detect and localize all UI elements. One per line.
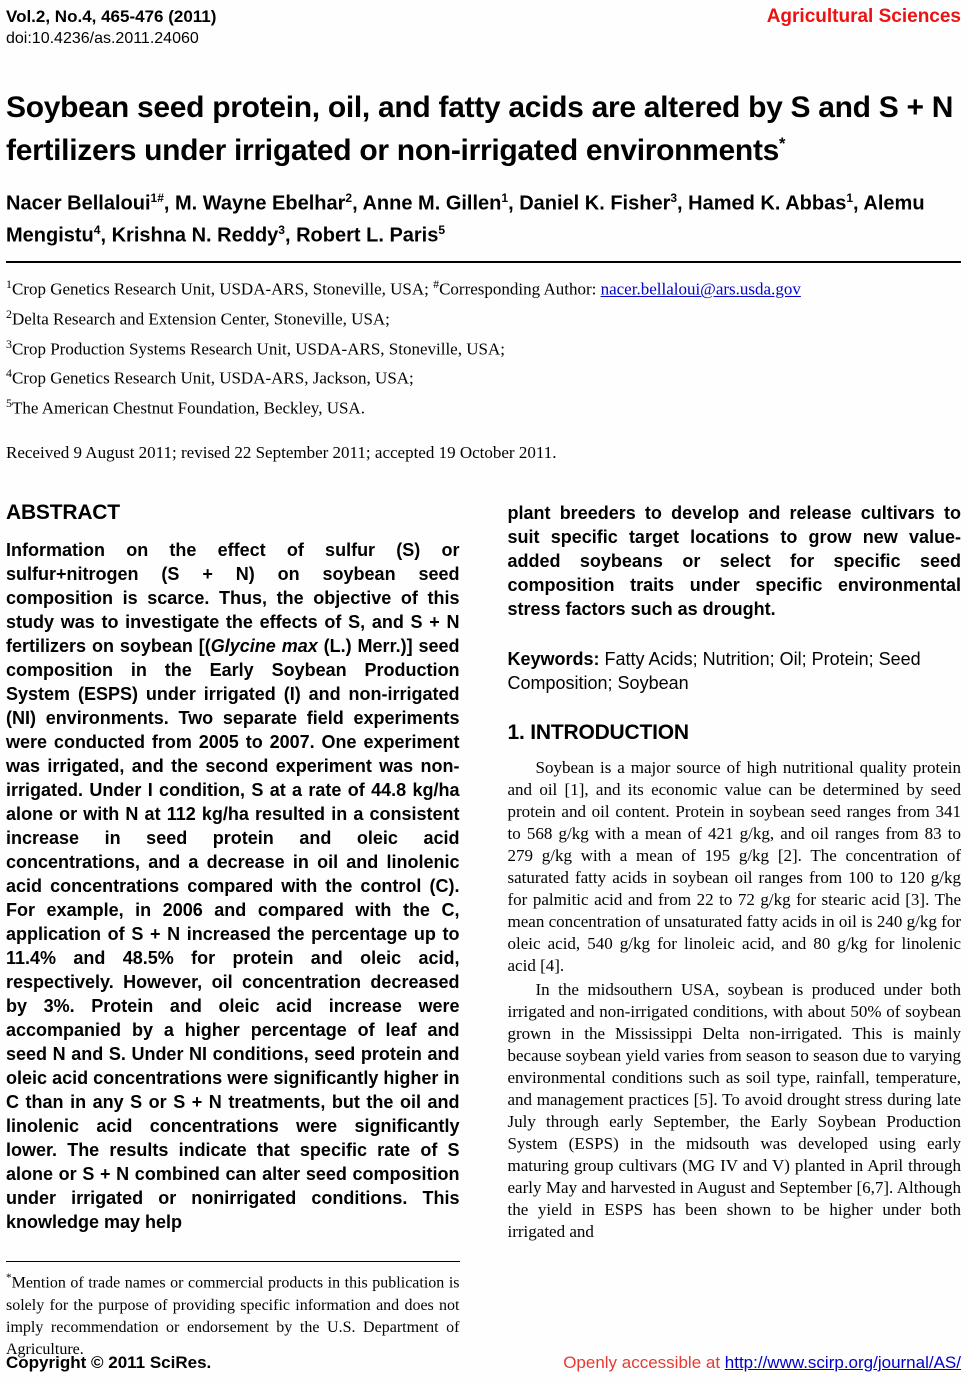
volume-issue: Vol.2, No.4, 465-476 (2011) — [6, 7, 217, 26]
author-name: Nacer Bellaloui — [6, 192, 151, 215]
species-name-italic: Glycine max — [210, 635, 318, 656]
author-separator: , — [508, 192, 520, 215]
header-left — [6, 6, 216, 49]
author-affil-sup: 1 — [846, 191, 854, 205]
author-name: Daniel K. Fisher — [519, 192, 671, 215]
author-separator: , — [352, 192, 363, 215]
introduction-paragraph: In the midsouthern USA, soybean is produced under both irrigated and non-irrigated conditions, with about 50% of soybean grown in the Mississippi Delta non-irrigated. This is mainly because soybean yield varies from season to season due to varying environmental conditions such as soil type, rainfall, temperature, and management practices [5]. To avoid drought stress during late July through early September, the Early Soybean Production System (ESPS) in the midsouth was developed using early maturing group cultivars (MG IV and V) planted in April through early May and harvested in August and September [6,7]. Although the yield in ESPS has been shown to be higher under both irrigated and — [507, 979, 961, 1241]
author-affil-sup: 1 — [501, 191, 509, 205]
author-affil-sup: 5 — [438, 222, 446, 237]
copyright-notice: Copyright © 2011 SciRes. — [6, 1353, 212, 1372]
affil-sup: 4 — [6, 366, 12, 381]
affiliation-text: Crop Genetics Research Unit, USDA-ARS, Stoneville, USA; — [11, 279, 434, 299]
abstract-continuation: plant breeders to develop and release cultivars to suit specific target locations to grow new value-added soybeans or select for specific seed composition traits under specific environmental stress factors such as drought. — [507, 502, 961, 619]
article-title-text: Soybean seed protein, oil, and fatty acids are altered by S and S + N fertilizers under irrigated or non-irrigated environments — [6, 91, 954, 167]
corresponding-email-link[interactable]: nacer.bellaloui@ars.usda.gov — [600, 279, 801, 299]
author-separator: , — [677, 192, 689, 215]
two-column-body — [6, 501, 961, 1363]
author-separator: , — [100, 224, 112, 247]
author-separator: , — [853, 192, 864, 215]
doi: doi:10.4236/as.2011.24060 — [6, 30, 199, 47]
affil-sup: 3 — [6, 336, 12, 351]
affil-sup: 1 — [6, 277, 12, 292]
journal-url-link[interactable]: http://www.scirp.org/journal/AS/ — [724, 1353, 961, 1372]
affil-sup: 5 — [6, 395, 12, 410]
affiliation-text: Delta Research and Extension Center, Stoneville, USA; — [11, 309, 390, 329]
affiliation-text: The American Chestnut Foundation, Beckley, USA. — [11, 398, 365, 418]
abstract-heading: ABSTRACT — [6, 500, 120, 524]
author-affil-sup: 2 — [345, 191, 353, 205]
right-column — [508, 501, 962, 1363]
author-affil-sup: 1# — [150, 191, 164, 205]
left-column — [6, 501, 460, 1363]
affiliation-text: Crop Genetics Research Unit, USDA-ARS, Jackson, USA; — [11, 368, 414, 388]
affiliation-text: Crop Production Systems Research Unit, USDA-ARS, Stoneville, USA; — [11, 339, 505, 359]
abstract-paragraph — [6, 538, 460, 1234]
author-name: Krishna N. Reddy — [111, 224, 279, 247]
affiliation-line — [6, 391, 961, 421]
keywords-text: Fatty Acids; Nutrition; Oil; Protein; Seed Composition; Soybean — [507, 648, 921, 693]
author-name: Hamed K. Abbas — [688, 192, 847, 215]
footnote-text: Mention of trade names or commercial products in this publication is solely for the purpose of providing specific information and does not imply recommendation or endorsement by the U.S. Department of Agriculture. — [6, 1274, 460, 1358]
article-title — [6, 89, 961, 169]
affil-sup: 2 — [6, 306, 12, 321]
introduction-paragraph: Soybean is a major source of high nutritional quality protein and oil [1], and its economic value can be determined by seed protein and oil content. Protein in soybean seed ranges from 341 to 568 g/kg with a mean of 421 g/kg, and oil ranges from 83 to 279 g/kg with a mean of 195 g/kg [2]. The concentration of saturated fatty acids in soybean oil ranges from 100 to 120 g/kg for palmitic acid and from 22 to 72 g/kg for stearic acid [3]. The mean concentration of unsaturated fatty acids in oil is 240 g/kg for oleic acid, 540 g/kg for linoleic acid, and 80 g/kg for linolenic acid [4]. — [507, 757, 961, 975]
abstract-text: (L.) Merr.)] seed composition in the Early Soybean Production System (ESPS) under irrigated (I) and non-irrigated (NI) environments. Two separate field experiments were conducted from 2005 to 2007. One experiment was irrigated, and the second experiment was non-irrigated. Under I condition, S at a rate of 44.8 kg/ha alone or with N at 112 kg/ha resulted in a consistent increase in seed protein and oleic acid concentrations, and a decrease in oil and linolenic acid concentrations compared with the control (C). For example, in 2006 and compared with the C, application of S + N increased the percentage up to 11.4% and 48.5% for protein and oleic acid, respectively. However, oil concentration decreased by 3%. Protein and oleic acid increase were accompanied by a higher percentage of leaf and seed N and S. Under NI conditions, seed protein and oleic acid concentrations were significantly higher in C than in any S or S + N treatments, but the oil and linolenic acid concentrations were significantly lower. The results indicate that specific rate of S alone or S + N combined can alter seed composition under irrigated or nonirrigated conditions. This knowledge may help — [6, 635, 460, 1232]
author-name: M. Wayne Ebelhar — [175, 192, 346, 215]
author-affil-sup: 3 — [278, 222, 285, 237]
corresponding-sup: # — [433, 277, 440, 292]
author-affil-sup: 3 — [670, 191, 678, 205]
title-footnote-marker: * — [779, 135, 786, 153]
open-access-note — [563, 1353, 961, 1373]
affiliation-line — [6, 272, 961, 302]
keywords-label: Keywords: — [507, 648, 600, 669]
affiliations — [6, 272, 961, 420]
author-separator: , — [163, 192, 175, 215]
author-list — [6, 185, 961, 248]
received-dates: Received 9 August 2011; revised 22 September 2011; accepted 19 October 2011. — [6, 442, 557, 462]
page-header — [6, 6, 961, 49]
introduction-heading: 1. INTRODUCTION — [507, 720, 689, 744]
author-name: Anne M. Gillen — [362, 192, 502, 215]
author-name: Robert L. Paris — [296, 224, 439, 247]
affiliation-line — [6, 302, 961, 332]
keywords-block — [508, 647, 962, 695]
footnote-marker: * — [6, 1272, 12, 1285]
divider-rule — [6, 261, 961, 263]
title-footnote — [6, 1261, 460, 1360]
affiliation-line — [6, 361, 961, 391]
journal-name: Agricultural Sciences — [766, 6, 961, 27]
corresponding-label: Corresponding Author: — [439, 279, 601, 299]
author-affil-sup: 4 — [93, 222, 101, 237]
author-name: Alemu Mengistu — [6, 192, 925, 247]
abstract-text: Information on the effect of sulfur (S) or sulfur+nitrogen (S + N) on soybean seed composition is scarce. Thus, the objective of this study was to investigate the effects of S, and S + N fertilizers on soybean [( — [6, 539, 460, 656]
open-access-text: Openly accessible at — [563, 1353, 725, 1372]
author-separator: , — [284, 224, 297, 247]
page-footer — [6, 1353, 961, 1373]
affiliation-line — [6, 332, 961, 362]
